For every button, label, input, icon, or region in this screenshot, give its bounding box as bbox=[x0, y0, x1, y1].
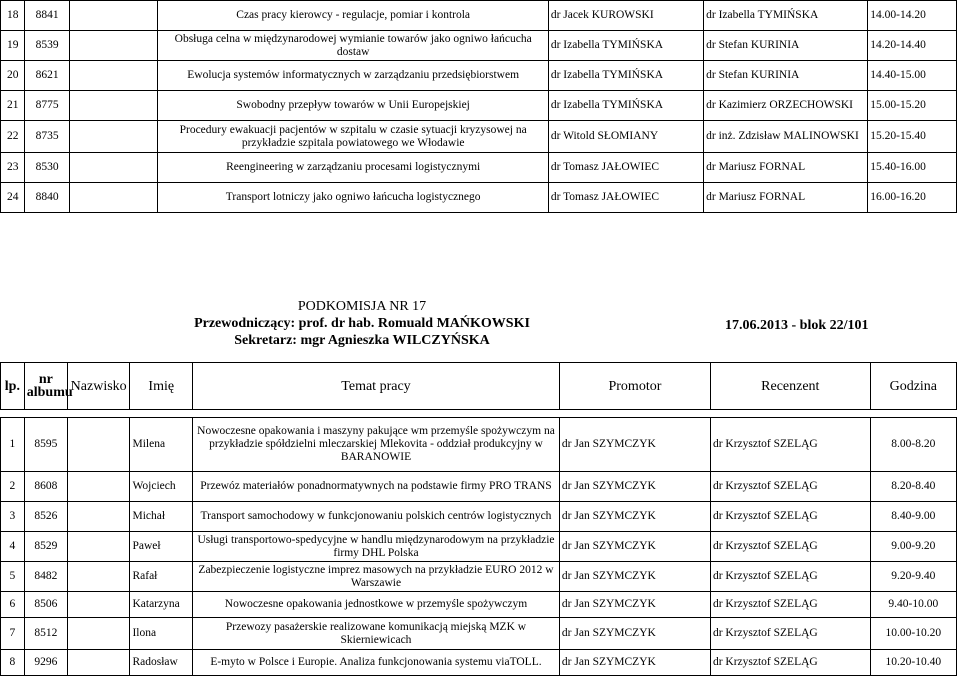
row-reviewer: dr Krzysztof SZELĄG bbox=[710, 532, 870, 562]
commission-chair: Przewodniczący: prof. dr hab. Romuald MAŃKOWSKI bbox=[194, 316, 530, 331]
table-row bbox=[1, 472, 957, 502]
row-empty bbox=[69, 121, 158, 153]
row-reviewer: dr Krzysztof SZELĄG bbox=[710, 418, 870, 472]
row-lp: 4 bbox=[1, 532, 25, 562]
row-topic: Swobodny przepływ towarów w Unii Europejskiej bbox=[158, 91, 548, 121]
row-surname bbox=[67, 418, 130, 472]
row-lp: 22 bbox=[1, 121, 25, 153]
row-empty bbox=[69, 1, 158, 31]
table-row bbox=[1, 562, 957, 592]
row-lp: 18 bbox=[1, 1, 25, 31]
commission-secretary: Sekretarz: mgr Agnieszka WILCZYŃSKA bbox=[234, 333, 490, 348]
row-time: 9.00-9.20 bbox=[870, 532, 956, 562]
row-time: 14.00-14.20 bbox=[868, 1, 957, 31]
row-lp: 24 bbox=[1, 183, 25, 213]
row-promotor: dr Witold SŁOMIANY bbox=[548, 121, 703, 153]
row-first-name: Michał bbox=[130, 502, 193, 532]
row-time: 15.00-15.20 bbox=[868, 91, 957, 121]
row-time: 8.40-9.00 bbox=[870, 502, 956, 532]
row-nr: 8482 bbox=[24, 562, 67, 592]
row-nr: 8841 bbox=[25, 1, 69, 31]
header-topic: Temat pracy bbox=[193, 363, 560, 410]
row-surname bbox=[67, 592, 130, 618]
row-topic: Przewozy pasażerskie realizowane komunikacją miejską MZK w Skierniewicach bbox=[193, 618, 560, 650]
row-time: 10.00-10.20 bbox=[870, 618, 956, 650]
row-promotor: dr Tomasz JAŁOWIEC bbox=[548, 183, 703, 213]
table-row bbox=[1, 502, 957, 532]
row-reviewer: dr Krzysztof SZELĄG bbox=[710, 562, 870, 592]
row-nr: 8608 bbox=[24, 472, 67, 502]
commission-title: PODKOMISJA NR 17 bbox=[297, 299, 427, 314]
row-topic: Usługi transportowo-spedycyjne w handlu międzynarodowym na przykładzie firmy DHL Polska bbox=[193, 532, 560, 562]
row-topic: Przewóz materiałów ponadnormatywnych na podstawie firmy PRO TRANS bbox=[193, 472, 560, 502]
row-first-name: Wojciech bbox=[130, 472, 193, 502]
row-empty bbox=[69, 91, 158, 121]
row-reviewer: dr Stefan KURINIA bbox=[704, 61, 868, 91]
row-lp: 3 bbox=[1, 502, 25, 532]
row-nr: 8526 bbox=[24, 502, 67, 532]
header-nr: nr albumu bbox=[24, 363, 67, 410]
row-topic: Transport lotniczy jako ogniwo łańcucha logistycznego bbox=[158, 183, 548, 213]
commission-header bbox=[192, 298, 532, 349]
row-promotor: dr Jan SZYMCZYK bbox=[559, 618, 710, 650]
table-row bbox=[1, 650, 957, 676]
row-promotor: dr Izabella TYMIŃSKA bbox=[548, 91, 703, 121]
row-nr: 8775 bbox=[25, 91, 69, 121]
row-promotor: dr Jan SZYMCZYK bbox=[559, 532, 710, 562]
table-row bbox=[1, 31, 957, 61]
row-promotor: dr Jacek KUROWSKI bbox=[548, 1, 703, 31]
row-time: 9.40-10.00 bbox=[870, 592, 956, 618]
row-reviewer: dr Stefan KURINIA bbox=[704, 31, 868, 61]
table-row bbox=[1, 183, 957, 213]
row-nr: 9296 bbox=[24, 650, 67, 676]
row-reviewer: dr Krzysztof SZELĄG bbox=[710, 592, 870, 618]
table-row bbox=[1, 121, 957, 153]
table-row bbox=[1, 91, 957, 121]
row-empty bbox=[69, 183, 158, 213]
row-topic: Ewolucja systemów informatycznych w zarządzaniu przedsiębiorstwem bbox=[158, 61, 548, 91]
row-lp: 1 bbox=[1, 418, 25, 472]
row-surname bbox=[67, 502, 130, 532]
row-topic: Nowoczesne opakowania jednostkowe w przemyśle spożywczym bbox=[193, 592, 560, 618]
row-time: 14.40-15.00 bbox=[868, 61, 957, 91]
row-topic: Czas pracy kierowcy - regulacje, pomiar i kontrola bbox=[158, 1, 548, 31]
row-reviewer: dr Krzysztof SZELĄG bbox=[710, 650, 870, 676]
row-lp: 23 bbox=[1, 153, 25, 183]
header-first: Imię bbox=[130, 363, 193, 410]
header-reviewer: Recenzent bbox=[710, 363, 870, 410]
row-promotor: dr Izabella TYMIŃSKA bbox=[548, 31, 703, 61]
row-promotor: dr Jan SZYMCZYK bbox=[559, 592, 710, 618]
row-surname bbox=[67, 618, 130, 650]
table-row bbox=[1, 592, 957, 618]
row-reviewer: dr Izabella TYMIŃSKA bbox=[704, 1, 868, 31]
row-time: 16.00-16.20 bbox=[868, 183, 957, 213]
row-first-name: Rafał bbox=[130, 562, 193, 592]
header-lp: lp. bbox=[1, 363, 25, 410]
row-reviewer: dr Krzysztof SZELĄG bbox=[710, 502, 870, 532]
row-time: 15.20-15.40 bbox=[868, 121, 957, 153]
table-header-row bbox=[1, 363, 957, 410]
schedule-table bbox=[0, 362, 957, 676]
row-time: 15.40-16.00 bbox=[868, 153, 957, 183]
row-first-name: Paweł bbox=[130, 532, 193, 562]
row-promotor: dr Jan SZYMCZYK bbox=[559, 418, 710, 472]
row-first-name: Radosław bbox=[130, 650, 193, 676]
row-lp: 7 bbox=[1, 618, 25, 650]
table-row bbox=[1, 61, 957, 91]
header-name: Nazwisko bbox=[67, 363, 130, 410]
row-first-name: Milena bbox=[130, 418, 193, 472]
row-topic: Procedury ewakuacji pacjentów w szpitalu w czasie sytuacji kryzysowej na przykładzie szpitala powiatowego we Włodawie bbox=[158, 121, 548, 153]
row-lp: 6 bbox=[1, 592, 25, 618]
row-nr: 8735 bbox=[25, 121, 69, 153]
row-surname bbox=[67, 532, 130, 562]
date-block-label: 17.06.2013 - blok 22/101 bbox=[725, 318, 869, 333]
row-surname bbox=[67, 472, 130, 502]
row-time: 10.20-10.40 bbox=[870, 650, 956, 676]
row-surname bbox=[67, 562, 130, 592]
row-nr: 8529 bbox=[24, 532, 67, 562]
row-reviewer: dr Krzysztof SZELĄG bbox=[710, 472, 870, 502]
row-reviewer: dr Mariusz FORNAL bbox=[704, 183, 868, 213]
row-promotor: dr Jan SZYMCZYK bbox=[559, 472, 710, 502]
row-nr: 8621 bbox=[25, 61, 69, 91]
row-topic: Transport samochodowy w funkcjonowaniu polskich centrów logistycznych bbox=[193, 502, 560, 532]
row-promotor: dr Jan SZYMCZYK bbox=[559, 650, 710, 676]
table-row bbox=[1, 153, 957, 183]
row-time: 9.20-9.40 bbox=[870, 562, 956, 592]
table-row bbox=[1, 418, 957, 472]
row-lp: 19 bbox=[1, 31, 25, 61]
row-empty bbox=[69, 153, 158, 183]
row-lp: 2 bbox=[1, 472, 25, 502]
row-reviewer: dr Kazimierz ORZECHOWSKI bbox=[704, 91, 868, 121]
row-topic: Zabezpieczenie logistyczne imprez masowych na przykładzie EURO 2012 w Warszawie bbox=[193, 562, 560, 592]
row-reviewer: dr inż. Zdzisław MALINOWSKI bbox=[704, 121, 868, 153]
row-empty bbox=[69, 31, 158, 61]
row-topic: E-myto w Polsce i Europie. Analiza funkcjonowania systemu viaTOLL. bbox=[193, 650, 560, 676]
row-first-name: Ilona bbox=[130, 618, 193, 650]
row-promotor: dr Jan SZYMCZYK bbox=[559, 502, 710, 532]
row-nr: 8512 bbox=[24, 618, 67, 650]
row-nr: 8595 bbox=[24, 418, 67, 472]
row-lp: 20 bbox=[1, 61, 25, 91]
row-reviewer: dr Krzysztof SZELĄG bbox=[710, 618, 870, 650]
row-promotor: dr Tomasz JAŁOWIEC bbox=[548, 153, 703, 183]
table-row bbox=[1, 1, 957, 31]
row-lp: 8 bbox=[1, 650, 25, 676]
row-promotor: dr Jan SZYMCZYK bbox=[559, 562, 710, 592]
row-lp: 21 bbox=[1, 91, 25, 121]
row-nr: 8506 bbox=[24, 592, 67, 618]
row-time: 14.20-14.40 bbox=[868, 31, 957, 61]
row-surname bbox=[67, 650, 130, 676]
row-nr: 8840 bbox=[25, 183, 69, 213]
row-time: 8.00-8.20 bbox=[870, 418, 956, 472]
header-time: Godzina bbox=[870, 363, 956, 410]
row-lp: 5 bbox=[1, 562, 25, 592]
row-empty bbox=[69, 61, 158, 91]
row-nr: 8530 bbox=[25, 153, 69, 183]
row-topic: Nowoczesne opakowania i maszyny pakujące wm przemyśle spożywczym na przykładzie spółdzielni mleczarskiej Mlekovita - oddział produkcyjny w BARANOWIE bbox=[193, 418, 560, 472]
table-row bbox=[1, 532, 957, 562]
header-promotor: Promotor bbox=[559, 363, 710, 410]
row-time: 8.20-8.40 bbox=[870, 472, 956, 502]
row-first-name: Katarzyna bbox=[130, 592, 193, 618]
row-promotor: dr Izabella TYMIŃSKA bbox=[548, 61, 703, 91]
table-row bbox=[1, 618, 957, 650]
row-topic: Obsługa celna w międzynarodowej wymianie towarów jako ogniwo łańcucha dostaw bbox=[158, 31, 548, 61]
row-reviewer: dr Mariusz FORNAL bbox=[704, 153, 868, 183]
previous-schedule-table bbox=[0, 0, 957, 213]
row-nr: 8539 bbox=[25, 31, 69, 61]
row-topic: Reengineering w zarządzaniu procesami logistycznymi bbox=[158, 153, 548, 183]
